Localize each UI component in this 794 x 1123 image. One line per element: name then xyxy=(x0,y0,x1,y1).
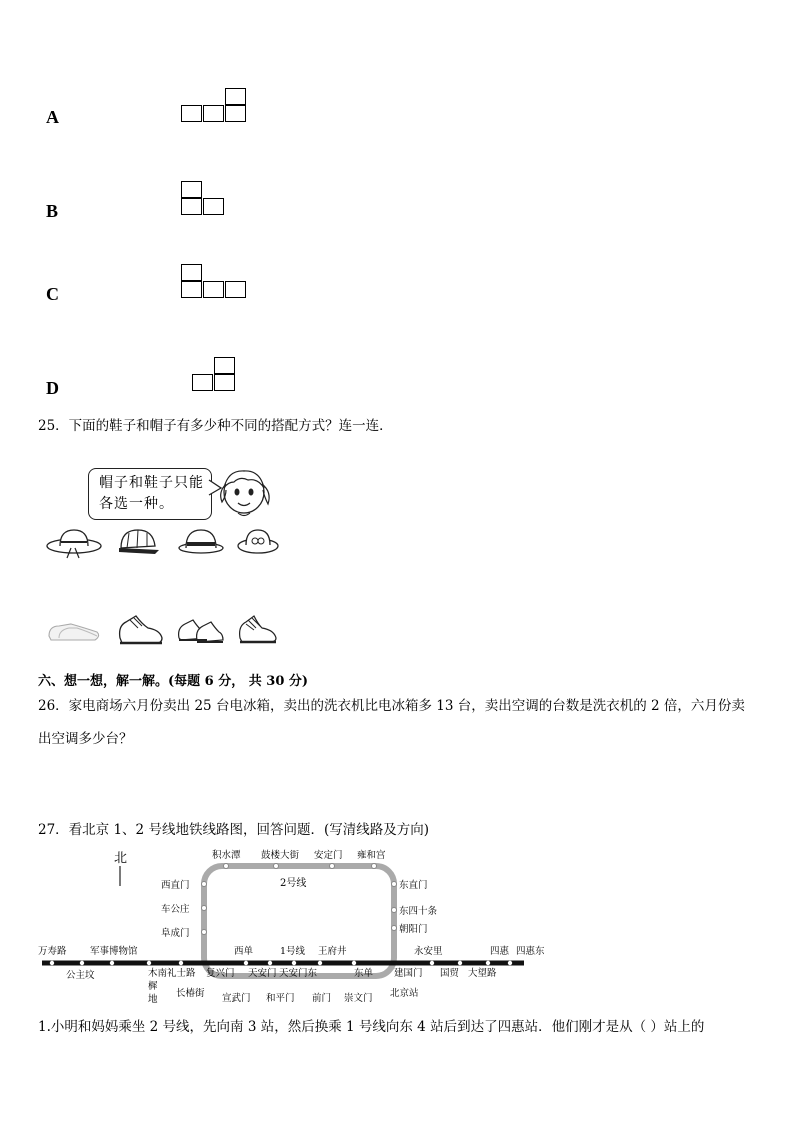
hat-2-icon xyxy=(115,524,161,560)
hat-1-icon xyxy=(45,526,105,562)
option-a-label: A xyxy=(46,107,59,127)
station-fuchengmen: 阜成门 xyxy=(161,928,190,939)
shoe-3-icon xyxy=(175,612,225,646)
line-1-label: 1号线 xyxy=(280,946,306,957)
bubble-line-1: 帽子和鞋子只能 xyxy=(99,475,204,491)
bubble-line-2: 各选一种。 xyxy=(99,496,174,512)
question-27-sub-1: 1.小明和妈妈乘坐 2 号线，先向南 3 站，然后换乘 1 号线向东 4 站后到达了四惠站．他们刚才是从（ ）站上的 xyxy=(38,1019,705,1035)
speech-bubble xyxy=(88,468,212,520)
subway-map xyxy=(36,846,556,1012)
station-chaoyangmen: 朝阳门 xyxy=(399,924,428,935)
question-26-line-2: 出空调多少台？ xyxy=(38,731,133,747)
station-yonganli: 永安里 xyxy=(414,946,443,957)
shoe-2-icon xyxy=(116,608,166,648)
station-hepingmen: 和平门 xyxy=(266,993,295,1004)
station-sihuidong: 四惠东 xyxy=(516,946,545,957)
station-fuxingmen: 复兴门 xyxy=(206,968,235,979)
station-guomao: 国贸 xyxy=(440,968,460,979)
question-27-text: 27．看北京 1、2 号线地铁线路图，回答问题．(写清线路及方向) xyxy=(38,822,429,838)
station-wanshoulu: 万寿路 xyxy=(38,946,67,957)
station-sihui: 四惠 xyxy=(490,946,510,957)
station-tiananmendong: 天安门东 xyxy=(279,968,318,979)
hat-3-icon xyxy=(176,524,226,558)
girl-icon xyxy=(214,462,276,524)
station-dongsishitiao: 东四十条 xyxy=(399,906,438,917)
station-andingmen: 安定门 xyxy=(314,850,343,861)
option-d-label: D xyxy=(46,378,59,398)
station-jishuitan: 积水潭 xyxy=(212,850,241,861)
question-25-text: 25．下面的鞋子和帽子有多少种不同的搭配方式？连一连． xyxy=(38,418,393,434)
option-c-label: C xyxy=(46,284,59,304)
option-b-label: B xyxy=(46,201,59,221)
station-chegongzhuang: 车公庄 xyxy=(161,904,190,915)
station-dawanglu: 大望路 xyxy=(468,968,497,979)
shoe-1-icon xyxy=(45,614,103,646)
station-xizhimen: 西直门 xyxy=(161,880,190,891)
station-dongdan: 东单 xyxy=(354,968,374,979)
station-junshi: 军事博物馆 xyxy=(90,946,138,957)
line-2-label: 2号线 xyxy=(280,878,307,889)
station-wangfujing: 王府井 xyxy=(318,946,347,957)
station-changchunjie: 长椿街 xyxy=(176,988,205,999)
station-beijingzhan: 北京站 xyxy=(390,988,419,999)
station-tiananmenxi: 天安门 xyxy=(248,968,277,979)
north-label: 北 xyxy=(114,851,128,866)
question-26-line-1: 26．家电商场六月份卖出 25 台电冰箱，卖出的洗衣机比电冰箱多 13 台，卖出空调的台数是洗衣机的 2 倍，六月份卖 xyxy=(38,698,745,714)
shoe-4-icon xyxy=(236,610,280,646)
hat-4-icon xyxy=(236,526,282,558)
station-xuanwumen: 宣武门 xyxy=(222,993,251,1004)
station-muxidi: 木南礼士路 xyxy=(148,968,196,979)
station-jianguomen: 建国门 xyxy=(394,968,423,979)
station-chongwenmen: 崇文门 xyxy=(344,993,373,1004)
station-xidan: 西单 xyxy=(234,946,254,957)
station-muxidi-3: 地 xyxy=(148,994,158,1005)
station-qianmen: 前门 xyxy=(312,993,332,1004)
station-gulou: 鼓楼大街 xyxy=(261,850,300,861)
section-6-title: 六、想一想，解一解。(每题 6 分， 共 30 分) xyxy=(38,674,309,689)
station-gongzhufen: 公主坟 xyxy=(66,970,95,981)
station-dongzhimen: 东直门 xyxy=(399,880,428,891)
station-yonghegong: 雍和宫 xyxy=(357,850,386,861)
station-muxidi-2: 樨 xyxy=(148,981,158,992)
